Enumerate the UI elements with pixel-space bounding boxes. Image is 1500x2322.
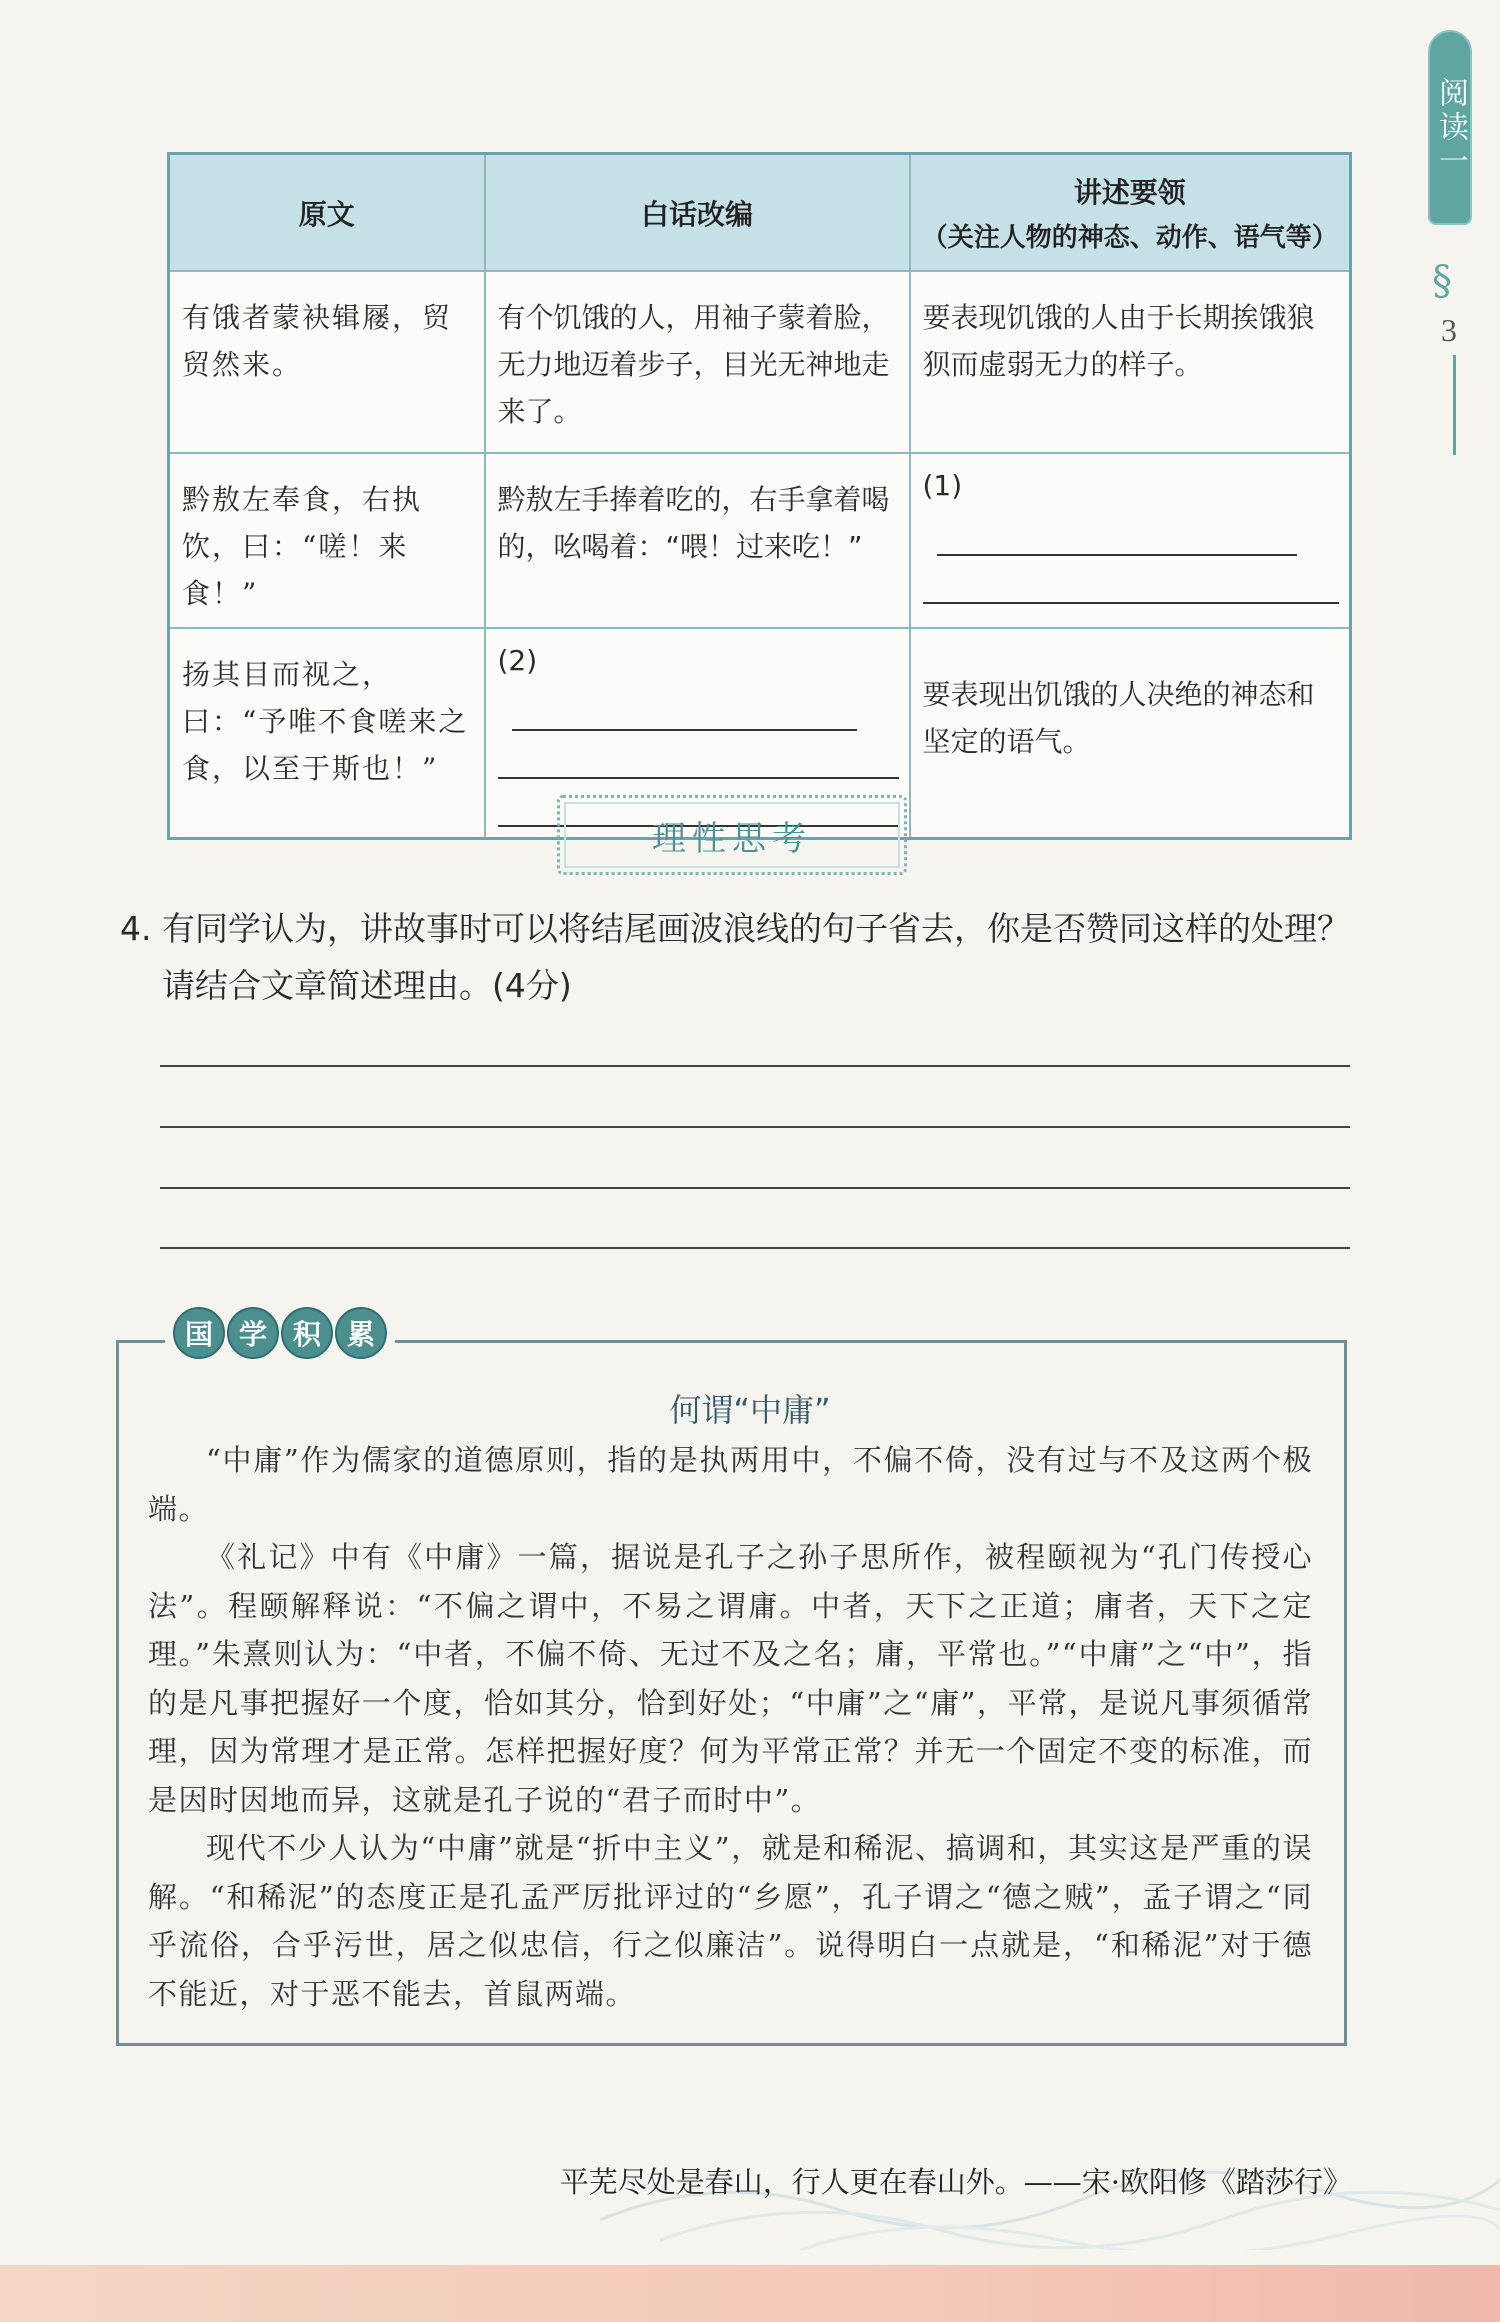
header-tips-title: 讲述要领 (1073, 176, 1186, 209)
guoxue-label-char: 累 (335, 1307, 387, 1359)
table-row (169, 271, 1351, 453)
question-4 (120, 900, 1380, 1014)
header-tips (910, 154, 1351, 272)
answer-blank-2b[interactable] (498, 731, 899, 779)
question-text-line2: 请结合文章简述理由。(4分) (162, 966, 572, 1005)
bottom-decoration (0, 2265, 1500, 2322)
answer-line[interactable] (160, 1187, 1350, 1189)
cell-tips: 要表现出饥饿的人决绝的神态和坚定的语气。 (910, 628, 1351, 839)
page-number: 3 (1441, 312, 1457, 348)
side-tab (1428, 30, 1472, 225)
answer-line[interactable] (160, 1247, 1350, 1249)
answer-line[interactable] (160, 1065, 1350, 1067)
section-title (557, 795, 907, 875)
guoxue-title: 何谓“中庸” (669, 1391, 831, 1429)
side-tab-label: 阅读一 (1433, 76, 1468, 179)
section-symbol: § (1432, 258, 1452, 304)
cell-vernacular: 有个饥饿的人，用袖子蒙着脸，无力地迈着步子，目光无神地走来了。 (485, 271, 910, 453)
section-title-text: 理性思考 (652, 818, 812, 859)
blank-label-2: (2) (497, 644, 538, 677)
blank-label-1: (1) (922, 469, 963, 502)
side-divider (1453, 355, 1456, 455)
answer-blank-1b[interactable] (923, 556, 1340, 604)
cell-original: 扬其目而视之，曰：“予唯不食嗟来之食，以至于斯也！” (169, 628, 485, 839)
cell-original: 黔敖左奉食，右执饮，曰：“嗟！来食！” (169, 453, 485, 628)
guoxue-label-char: 学 (227, 1307, 279, 1359)
header-tips-subtitle: （关注人物的神态、动作、语气等） (921, 223, 1338, 253)
cell-tips: 要表现饥饿的人由于长期挨饿狼狈而虚弱无力的样子。 (910, 271, 1351, 453)
header-vernacular: 白话改编 (485, 154, 910, 272)
table-row (169, 453, 1351, 628)
guoxue-body (148, 1436, 1313, 2018)
answer-blank-1a[interactable] (937, 520, 1297, 556)
guoxue-paragraph: “中庸”作为儒家的道德原则，指的是执两用中，不偏不倚，没有过与不及这两个极端。 (148, 1443, 1313, 1526)
guoxue-paragraph: 现代不少人认为“中庸”就是“折中主义”，就是和稀泥、搞调和，其实这是严重的误解。“和稀泥”的态度正是孔孟严厉批评过的“乡愿”，孔子谓之“德之贼”，孟子谓之“同乎流俗，合乎污世，居之似忠信，行之似廉洁”。说得明白一点就是，“和稀泥”对于德不能近，对于恶不能去，首鼠两端。 (148, 1831, 1313, 2011)
answer-blank-2a[interactable] (512, 695, 857, 731)
question-number: 4. (120, 909, 152, 948)
answer-line[interactable] (160, 1126, 1350, 1128)
table-header-row (169, 154, 1351, 272)
cell-original: 有饿者蒙袂辑屦，贸贸然来。 (169, 271, 485, 453)
cell-vernacular: 黔敖左手捧着吃的，右手拿着喝的，吆喝着：“喂！过来吃！” (485, 453, 910, 628)
footer-quote: 平芜尽处是春山，行人更在春山外。——宋·欧阳修《踏莎行》 (559, 2165, 1352, 2199)
header-original: 原文 (169, 154, 485, 272)
guoxue-paragraph: 《礼记》中有《中庸》一篇，据说是孔子之孙子思所作，被程颐视为“孔门传授心法”。程颐解释说：“不偏之谓中，不易之谓庸。中者，天下之正道；庸者，天下之定理。”朱熹则认为：“中者，不偏不倚、无过不及之名；庸，平常也。”“中庸”之“中”，指的是凡事把握好一个度，恰如其分，恰到好处；“中庸”之“庸”，平常，是说凡事须循常理，因为常理才是正常。怎样把握好度？何为平常正常？并无一个固定不变的标准，而是因时因地而异，这就是孔子说的“君子而时中”。 (148, 1540, 1313, 1817)
cell-tips-blank[interactable] (910, 453, 1351, 628)
guoxue-label-char: 积 (281, 1307, 333, 1359)
story-table (167, 152, 1352, 840)
guoxue-label-char: 国 (173, 1307, 225, 1359)
question-text-line1: 有同学认为，讲故事时可以将结尾画波浪线的句子省去，你是否赞同这样的处理？ (162, 909, 1350, 948)
guoxue-label (165, 1307, 395, 1359)
